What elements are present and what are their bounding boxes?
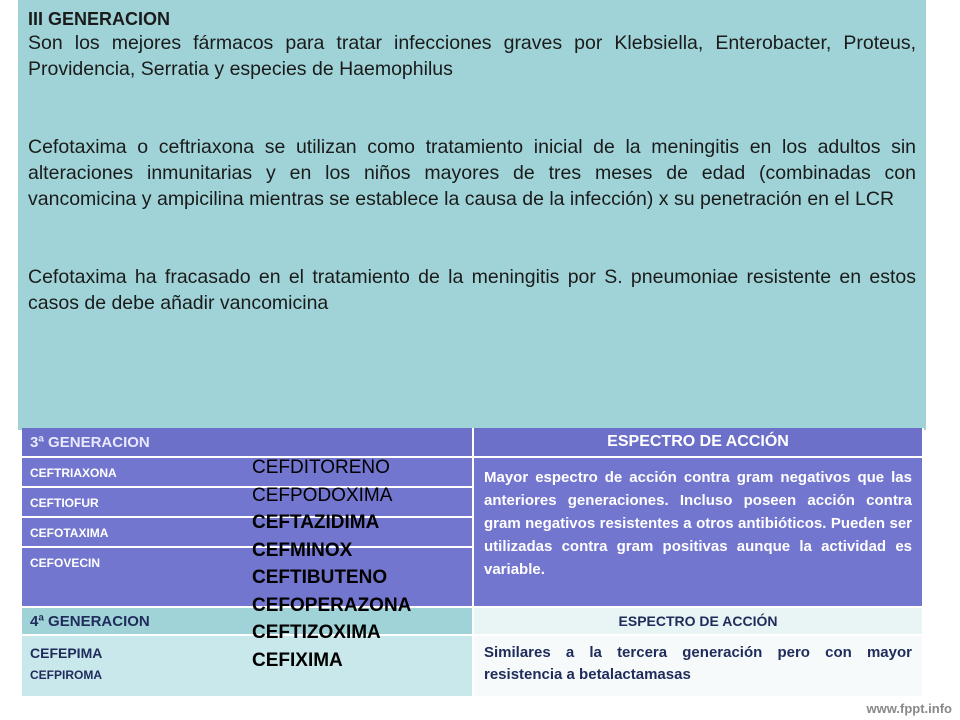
info-textbox [18, 0, 926, 430]
spectrum-column [474, 428, 924, 698]
overlay-drug-bold: CEFTIBUTENO [252, 567, 388, 588]
gen3-spectrum-header: ESPECTRO DE ACCIÓN [474, 428, 924, 458]
gen4-spectrum-text: Similares a la tercera generación pero con mayor resistencia a betalactamasas [474, 636, 924, 698]
gen3-spectrum-text: Mayor espectro de acción contra gram negativos que las anteriores generaciones. Incluso poseen acción contra gram negativos resistentes a otros antibióticos. Pueden ser utilizadas contra gram positivas aunque la actividad es variable. [474, 458, 924, 608]
overlay-drug-bold: CEFMINOX [252, 539, 353, 561]
gen3-drug: CEFOTAXIMA [22, 518, 474, 548]
overlay-drug-bold: CEFIXIMA [252, 649, 343, 671]
overlay-drug: CEFPODOXIMA [252, 484, 393, 506]
gen4-header: 4ª GENERACION [22, 608, 474, 636]
overlay-drug-bold: CEFTAZIDIMA [252, 512, 380, 533]
overlay-drug-list [252, 454, 411, 674]
gen4-drug: CEFPIROMA [30, 668, 102, 682]
paragraph-3: Cefotaxima ha fracasado en el tratamiento de la meningitis por S. pneumoniae resistente en estos casos de debe añadir vancomicina [28, 266, 916, 314]
gen3-drug: CEFTIOFUR [22, 488, 474, 518]
gen3-drug: CEFTRIAXONA [22, 458, 474, 488]
cephalosporin-table [22, 428, 924, 698]
footer-url[interactable]: www.fppt.info [866, 701, 952, 716]
gen4-drug: CEFEPIMA [30, 645, 103, 661]
gen3-drug: CEFOVECIN [22, 548, 474, 608]
overlay-drug: CEFDITORENO [252, 457, 390, 478]
gen3-header: 3ª GENERACION [22, 428, 474, 458]
gen4-spectrum-header: ESPECTRO DE ACCIÓN [474, 608, 924, 636]
paragraph-2: Cefotaxima o ceftriaxona se utilizan como tratamiento inicial de la meningitis en los adultos sin alteraciones inmunitarias y en los niños mayores de tres meses de edad (combinadas con vancomicina y ampicilina mientras se establece la causa de la infección) x su penetración en el LCR [28, 136, 916, 210]
overlay-drug-bold: CEFOPERAZONA [252, 594, 412, 616]
paragraph-1: Son los mejores fármacos para tratar infecciones graves por Klebsiella, Enterobacter, Proteus, Providencia, Serratia y especies de Haemophilus [28, 32, 916, 80]
overlay-drug-bold: CEFTIZOXIMA [252, 622, 381, 643]
slide-title: III GENERACION [28, 9, 171, 29]
